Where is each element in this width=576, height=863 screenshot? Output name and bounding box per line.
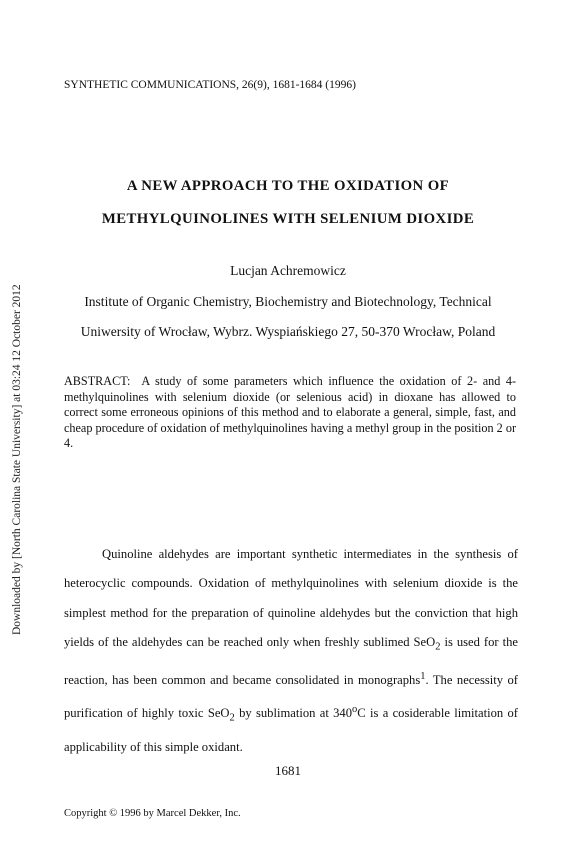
journal-header: SYNTHETIC COMMUNICATIONS, 26(9), 1681-1684 (1996) <box>64 79 356 91</box>
article-title-line-2: METHYLQUINOLINES WITH SELENIUM DIOXIDE <box>101 211 475 227</box>
body-subscript-1: 2 <box>435 641 441 653</box>
abstract-label: ABSTRACT: <box>64 374 131 388</box>
affiliation-line-2: Uniwersity of Wrocław, Wybrz. Wyspiańskiego 27, 50-370 Wrocław, Poland <box>80 324 496 339</box>
download-watermark <box>0 0 23 863</box>
body-subscript-2: 2 <box>229 712 235 724</box>
body-text-part-2: is used for the reaction, has been common and became consolidated in monographs <box>64 634 518 687</box>
body-text-part-1: Quinoline aldehydes are important synthetic intermediates in the synthesis of heterocyclic compounds. Oxidation of methylquinolines with selenium dioxide is the simplest method for the preparation of quinoline aldehydes but the conviction that high yields of the aldehydes can be reached only when freshly sublimed SeO <box>64 547 518 649</box>
abstract <box>64 374 516 452</box>
abstract-text: A study of some parameters which influence the oxidation of 2- and 4-methylquinolines with selenium dioxide (or selenious acid) in dioxane has allowed to correct some erroneous opinions of this method and to elaborate a general, simple, fast, and cheap procedure of oxidation of methylquinolines having a methyl group in the position 2 or 4. <box>64 374 516 451</box>
download-note: Downloaded by [North Carolina State University] at 03:24 12 October 2012 <box>11 284 23 635</box>
body-text-part-5: C is a cosiderable limitation of applicability of this simple oxidant. <box>64 706 518 755</box>
affiliation-line-1: Institute of Organic Chemistry, Biochemistry and Biotechnology, Technical <box>84 294 492 309</box>
body-text-part-3: . The necessity of purification of highly toxic SeO <box>64 672 518 721</box>
copyright-notice: Copyright © 1996 by Marcel Dekker, Inc. <box>64 808 241 819</box>
degree-superscript: o <box>352 704 358 716</box>
article-title-line-1: A NEW APPROACH TO THE OXIDATION OF <box>126 178 450 194</box>
reference-superscript: 1 <box>420 670 426 682</box>
author-name: Lucjan Achremowicz <box>230 263 346 278</box>
body-text-part-4: by sublimation at 340 <box>234 706 353 721</box>
page-number: 1681 <box>275 763 301 778</box>
body-paragraph <box>64 540 518 762</box>
